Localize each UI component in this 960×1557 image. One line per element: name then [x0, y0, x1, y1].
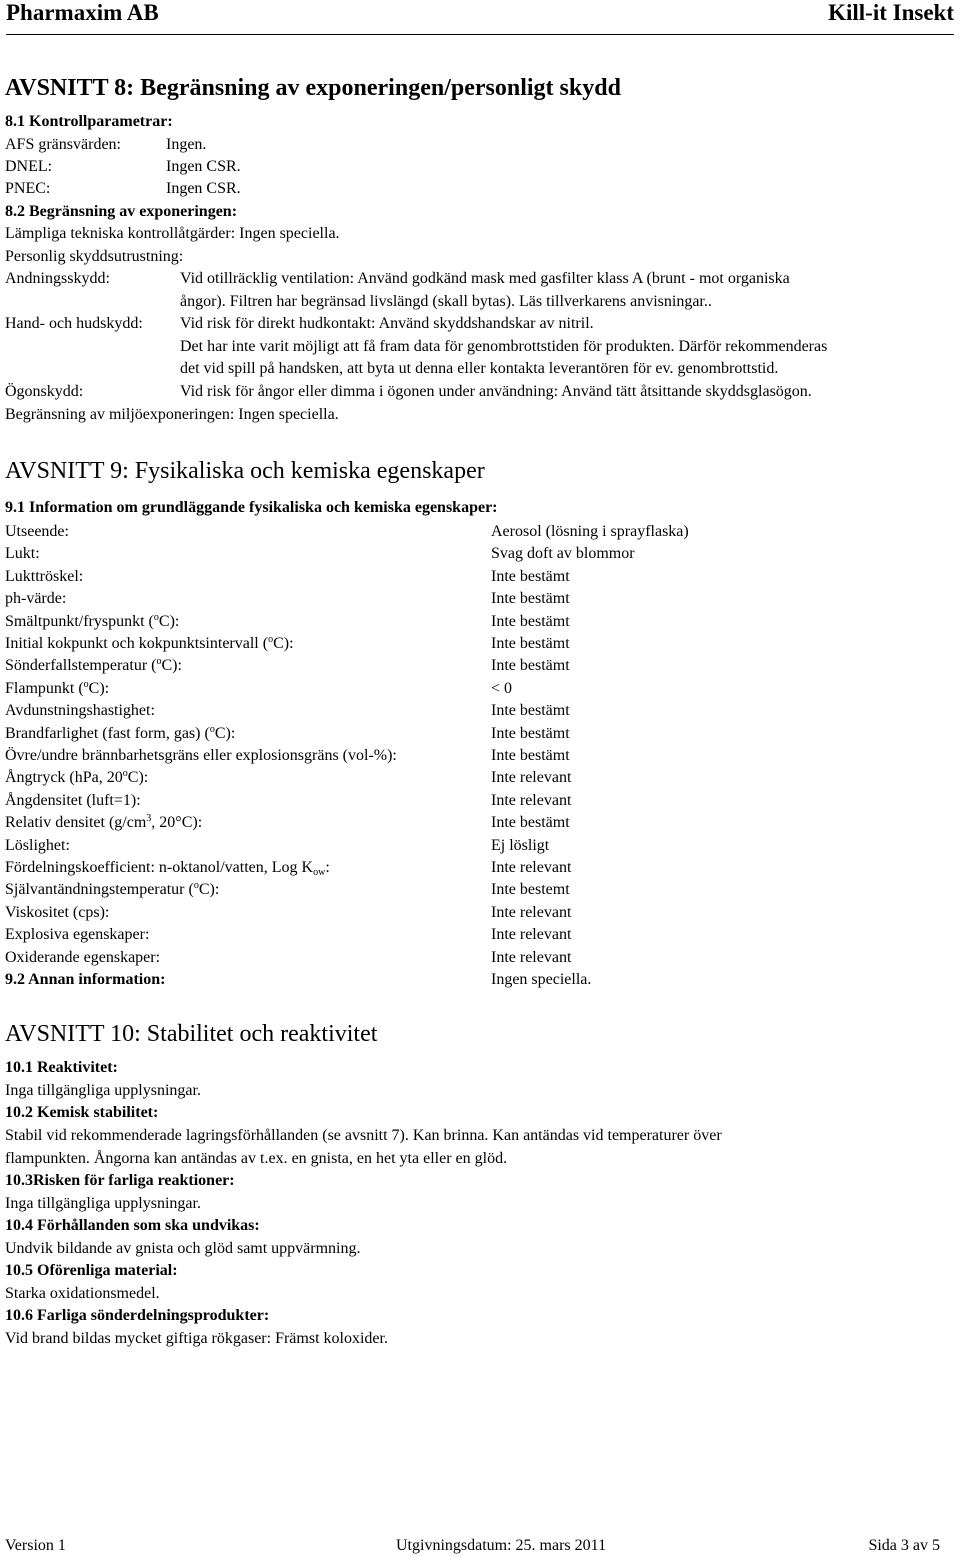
property-value: Inte bestämt	[491, 724, 570, 742]
s92-value: Ingen speciella.	[491, 971, 592, 988]
property-value: Inte relevant	[491, 859, 572, 876]
property-value: Inte bestämt	[491, 702, 570, 720]
property-label: Initial kokpunkt och kokpunktsintervall ($^o$C):	[5, 634, 294, 652]
property-label: Flampunkt ($^o$C):	[5, 678, 110, 697]
property-label: Avdunstningshastighet:	[5, 702, 155, 720]
resp-label: Andningsskydd:	[5, 270, 110, 287]
h-10-1: 10.1 Reaktivitet:	[5, 1059, 118, 1076]
property-label: Självantändningstemperatur ($^o$C):	[5, 880, 220, 899]
header-divider	[6, 34, 954, 35]
t-10-2b: flampunkten. Ångorna kan antändas av t.ex. en gnista, en het yta eller en glöd.	[5, 1150, 508, 1167]
property-value: Ej lösligt	[491, 836, 550, 854]
property-label: Explosiva egenskaper:	[5, 926, 150, 944]
section-9-title: AVSNITT 9: Fysikaliska och kemiska egenskaper	[5, 458, 485, 484]
page-header	[6, 0, 954, 28]
env-exposure: Begränsning av miljöexponeringen: Ingen speciella.	[5, 406, 339, 423]
footer-version: Version 1	[5, 1537, 66, 1554]
ppe-heading: Personlig skyddsutrustning:	[5, 248, 184, 265]
t-10-3: Inga tillgängliga upplysningar.	[5, 1195, 201, 1212]
property-value: Svag doft av blommor	[491, 545, 635, 563]
technical-controls: Lämpliga tekniska kontrollåtgärder: Ingen speciella.	[5, 225, 340, 242]
property-value: Inte bestämt	[491, 590, 570, 608]
t-10-6: Vid brand bildas mycket giftiga rökgaser: Främst koloxider.	[5, 1330, 388, 1347]
dnel-value: Ingen CSR.	[166, 158, 241, 175]
property-label: Utseende:	[5, 523, 69, 540]
hand-line-3: det vid spill på handsken, att byta ut denna eller kontakta leverantören för ev. genombrottstid.	[180, 360, 779, 377]
hand-line-1: Vid risk för direkt hudkontakt: Använd skyddshandskar av nitril.	[180, 315, 594, 332]
property-label: Ångdensitet (luft=1):	[5, 791, 141, 809]
h-10-4: 10.4 Förhållanden som ska undvikas:	[5, 1217, 260, 1234]
property-value: Inte bestämt	[491, 747, 570, 764]
pnec-label: PNEC:	[5, 180, 51, 197]
property-label: Relativ densitet ($g/cm^3$, 20°C):	[5, 813, 203, 832]
h-10-3: 10.3Risken för farliga reaktioner:	[5, 1172, 235, 1189]
h-10-2: 10.2 Kemisk stabilitet:	[5, 1104, 159, 1121]
resp-line-2: ångor). Filtren har begränsad livslängd (skall bytas). Läs tillverkarens anvisningar..	[180, 293, 712, 310]
product-name: Kill-it Insekt	[828, 0, 954, 25]
property-label: Viskositet (cps):	[5, 903, 110, 921]
property-value: Inte bestämt	[491, 635, 570, 652]
afs-value: Ingen.	[166, 136, 207, 153]
section-10-title: AVSNITT 10: Stabilitet och reaktivitet	[5, 1021, 378, 1047]
property-value: Aerosol (lösning i sprayflaska)	[491, 523, 689, 540]
t-10-4: Undvik bildande av gnista och glöd samt uppvärmning.	[5, 1240, 361, 1257]
afs-label: AFS gränsvärden:	[5, 136, 121, 153]
property-value: Inte relevant	[491, 926, 572, 944]
property-label: Brandfarlighet (fast form, gas) ($^o$C):	[5, 723, 236, 742]
hand-label: Hand- och hudskydd:	[5, 315, 143, 332]
property-value: Inte bestämt	[491, 657, 570, 675]
property-label: ph-värde:	[5, 590, 67, 608]
footer-page: Sida 3 av 5	[868, 1537, 940, 1554]
property-label: Ångtryck (hPa, 20$^o$C):	[5, 768, 149, 787]
property-value: Inte relevant	[491, 769, 572, 787]
t-10-5: Starka oxidationsmedel.	[5, 1285, 160, 1302]
h-10-5: 10.5 Oförenliga material:	[5, 1262, 178, 1279]
company-name: Pharmaxim AB	[6, 0, 159, 25]
t-10-2a: Stabil vid rekommenderade lagringsförhållanden (se avsnitt 7). Kan brinna. Kan antändas vid temperaturer över	[5, 1127, 722, 1144]
property-label: Lukt:	[5, 545, 40, 563]
property-value: Inte bestämt	[491, 814, 570, 832]
s81-heading: 8.1 Kontrollparametrar:	[5, 113, 173, 130]
property-label: Oxiderande egenskaper:	[5, 948, 161, 966]
footer-date: Utgivningsdatum: 25. mars 2011	[396, 1537, 607, 1554]
page-footer	[5, 1535, 940, 1557]
property-value: Inte bestämt	[491, 567, 570, 585]
property-value: Inte bestemt	[491, 881, 570, 899]
resp-line-1: Vid otillräcklig ventilation: Använd godkänd mask med gasfilter klass A (brunt - mot organiska	[180, 270, 790, 287]
eye-label: Ögonskydd:	[5, 383, 84, 400]
property-label: Löslighet:	[5, 836, 70, 854]
property-value: Inte relevant	[491, 903, 572, 921]
property-value: Inte relevant	[491, 791, 572, 809]
h-10-6: 10.6 Farliga sönderdelningsprodukter:	[5, 1307, 270, 1324]
property-label: Smältpunkt/fryspunkt ($^o$C):	[5, 611, 180, 630]
s91-heading: 9.1 Information om grundläggande fysikaliska och kemiska egenskaper:	[5, 499, 498, 516]
dnel-label: DNEL:	[5, 158, 53, 175]
property-value: Inte bestämt	[491, 612, 570, 630]
s92-label: 9.2 Annan information:	[5, 971, 166, 988]
eye-line-1: Vid risk för ångor eller dimma i ögonen under användning: Använd tätt åtsittande skyddsglasögon.	[180, 383, 812, 400]
property-value: Inte relevant	[491, 948, 572, 966]
property-value: < 0	[491, 679, 513, 697]
s82-heading: 8.2 Begränsning av exponeringen:	[5, 203, 238, 220]
pnec-value: Ingen CSR.	[166, 180, 241, 197]
hand-line-2: Det har inte varit möjligt att få fram data för genombrottstiden för produkten. Därför rekommenderas	[180, 338, 828, 355]
property-label: Lukttröskel:	[5, 567, 84, 585]
section-8-title: AVSNITT 8: Begränsning av exponeringen/personligt skydd	[5, 75, 621, 101]
property-label: Fördelningskoefficient: n-oktanol/vatten, Log $K_{ow}$:	[5, 859, 330, 878]
property-label: Sönderfallstemperatur ($^o$C):	[5, 656, 182, 675]
property-label: Övre/undre brännbarhetsgräns eller explosionsgräns (vol-%):	[5, 747, 397, 764]
t-10-1: Inga tillgängliga upplysningar.	[5, 1082, 201, 1099]
